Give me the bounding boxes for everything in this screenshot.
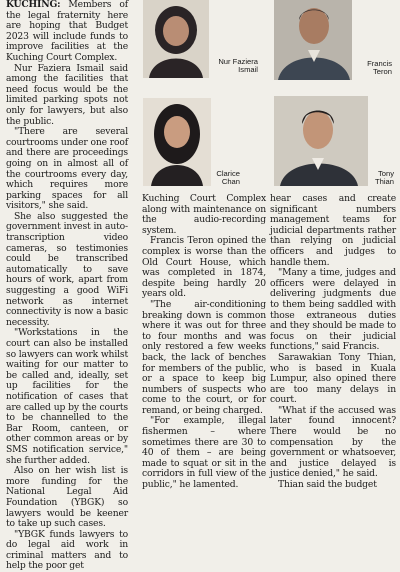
paragraph: Also on her wish list is more funding for the National Legal Aid Foundation (YBGK) so lawyers would be keener to take up such cases. <box>6 465 128 530</box>
article-column-1 <box>6 0 129 572</box>
paragraph <box>6 0 128 64</box>
photo-clarice-chan <box>143 98 211 186</box>
paragraph: "For example, illegal fishermen – where sometimes there are 30 to 40 of them – are being made to squat or sit in the corridors in full view of the public," he lamented. <box>142 415 266 491</box>
caption-francis-teron <box>340 60 392 77</box>
caption-line: Tony <box>377 169 394 178</box>
paragraph: She also suggested the government invest in auto-transcription video cameras, so testimonies could be transcribed automatically to save hours of work, apart from suggesting a good WiFi network as internet connectivity is now a basic necessity. <box>6 210 128 328</box>
caption-tony-thian <box>366 170 394 187</box>
paragraph: "YBGK funds lawyers to do legal aid work in criminal matters and to help the poor get <box>6 528 128 572</box>
paragraph: Francis Teron opined the complex is worse than the Old Court House, which was completed in 1874, despite being hardly 20 years old. <box>142 235 266 300</box>
paragraph-text: Members of the legal fraternity here are hoping that Budget 2023 will include funds to improve facilities at the Kuching Court Complex. <box>6 0 128 63</box>
paragraph: "What if the accused was later found innocent? There would be no compensation by the government or whatsoever, and justice delayed is justice denied," he said. <box>270 404 396 480</box>
paragraph: hear cases and create significant numbers management teams for judicial departments rather than relying on judicial officers and judges to handle them. <box>270 193 396 268</box>
article-column-2 <box>142 193 266 491</box>
caption-nur-faziera-ismail <box>212 58 258 75</box>
paragraph: "Workstations in the court can also be installed so lawyers can work whilst waiting for our matter to be called and, ideally, set up facilities for the notification of cases that are called up by the courts to be channelled to the Bar Room, canteen, or other common areas or by SMS notification service," she further added. <box>6 327 129 466</box>
paragraph: "There are several courtrooms under one roof and there are proceedings going on in almost all of the courtrooms every day, which requires more parking spaces for all visitors," she said. <box>6 126 128 212</box>
portrait-image <box>143 0 209 78</box>
caption-line: Francis <box>367 59 392 68</box>
caption-clarice-chan <box>212 170 240 187</box>
portrait-image <box>274 96 368 186</box>
caption-line: Teron <box>373 67 392 77</box>
caption-line: Nur Faziera <box>218 57 258 66</box>
article-column-3 <box>270 193 396 491</box>
caption-line: Chan <box>221 177 240 187</box>
paragraph: Kuching Court Complex along with maintenance on the audio-recording system. <box>142 193 266 236</box>
photo-nur-faziera-ismail <box>143 0 209 78</box>
paragraph: "Many a time, judges and officers were delayed in delivering judgments due to them being saddled with those extraneous duties and they should be made to focus on their judicial functions," said Francis. <box>270 267 396 353</box>
paragraph: Nur Faziera Ismail said among the facilities that need focus would be the limited parking spots not only for lawyers, but also the public. <box>6 62 128 127</box>
portrait-image <box>143 98 211 186</box>
dateline: KUCHING: <box>6 0 61 10</box>
caption-line: Ismail <box>238 65 258 75</box>
caption-line: Thian <box>375 177 394 187</box>
paragraph: Thian said the budget <box>278 479 377 491</box>
paragraph: "The air-conditioning breaking down is common where it was out for three to four months and was only restored a few weeks back, the lack of benches for members of the public, or a space to keep big numbers of suspects who come to the court, or for remand, or being charged. <box>142 298 266 416</box>
paragraph: Sarawakian Tony Thian, who is based in Kuala Lumpur, also opined there are too many delays in court. <box>270 351 396 406</box>
caption-line: Clarice <box>216 169 240 178</box>
photo-tony-thian <box>274 96 368 186</box>
